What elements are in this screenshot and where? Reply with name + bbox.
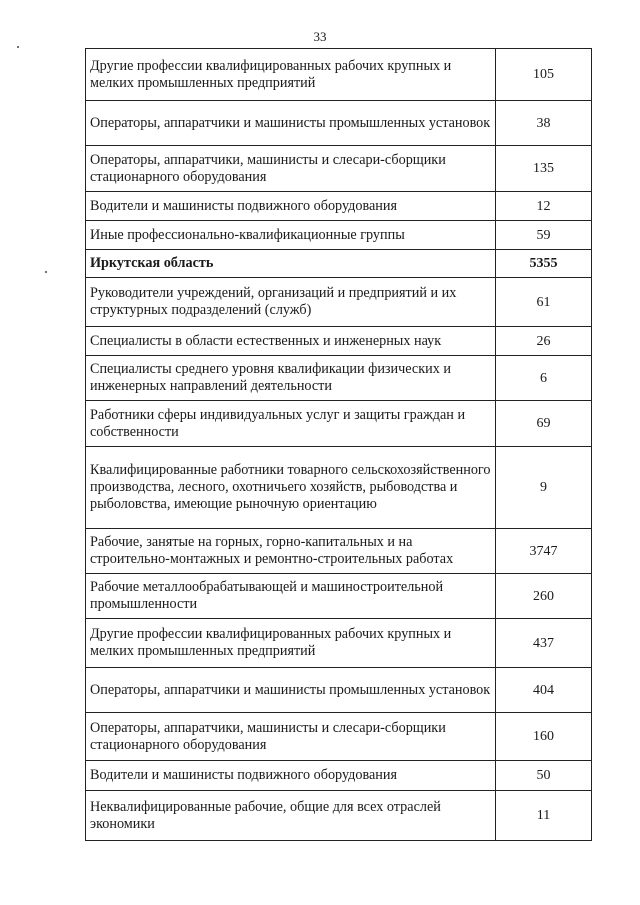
- row-value: 26: [496, 327, 592, 356]
- row-label: Неквалифицированные рабочие, общие для всех отраслей экономики: [86, 791, 496, 841]
- table-row: [86, 278, 592, 327]
- row-label: Руководители учреждений, организаций и предприятий и их структурных подразделений (служб): [86, 278, 496, 327]
- page-number: 33: [313, 29, 327, 44]
- table-row: [86, 447, 592, 529]
- table-row: [86, 101, 592, 146]
- row-label: Работники сферы индивидуальных услуг и защиты граждан и собственности: [86, 401, 496, 447]
- row-value: 6: [496, 356, 592, 401]
- row-value: 38: [496, 101, 592, 146]
- row-label: Водители и машинисты подвижного оборудования: [86, 761, 496, 791]
- row-value: 135: [496, 146, 592, 192]
- row-value: 3747: [496, 529, 592, 574]
- table-row: [86, 529, 592, 574]
- row-label: Водители и машинисты подвижного оборудования: [86, 192, 496, 221]
- row-value: 105: [496, 49, 592, 101]
- row-value: 12: [496, 192, 592, 221]
- row-value: 404: [496, 668, 592, 713]
- table-row: [86, 401, 592, 447]
- row-label: Другие профессии квалифицированных рабочих крупных и мелких промышленных предприятий: [86, 49, 496, 101]
- table-row: [86, 192, 592, 221]
- table-row: [86, 713, 592, 761]
- row-label: Другие профессии квалифицированных рабочих крупных и мелких промышленных предприятий: [86, 619, 496, 668]
- row-value: 160: [496, 713, 592, 761]
- row-value: 437: [496, 619, 592, 668]
- scan-speck: [45, 271, 47, 273]
- row-value: 9: [496, 447, 592, 529]
- row-value: 260: [496, 574, 592, 619]
- row-value: 59: [496, 221, 592, 250]
- scan-speck: [17, 46, 19, 48]
- row-label: Рабочие металлообрабатывающей и машиностроительной промышленности: [86, 574, 496, 619]
- row-label: Операторы, аппаратчики, машинисты и слесари-сборщики стационарного оборудования: [86, 146, 496, 192]
- table-row: [86, 250, 592, 278]
- table-row: [86, 761, 592, 791]
- table-row: [86, 146, 592, 192]
- row-label: Операторы, аппаратчики и машинисты промышленных установок: [86, 101, 496, 146]
- row-value: 11: [496, 791, 592, 841]
- table-row: [86, 668, 592, 713]
- row-label: Операторы, аппаратчики, машинисты и слесари-сборщики стационарного оборудования: [86, 713, 496, 761]
- row-value: 50: [496, 761, 592, 791]
- occupation-table: [85, 48, 592, 841]
- row-value: 69: [496, 401, 592, 447]
- table-body: [86, 49, 592, 841]
- row-value: 61: [496, 278, 592, 327]
- row-label: Специалисты в области естественных и инженерных наук: [86, 327, 496, 356]
- row-label: Иркутская область: [86, 250, 496, 278]
- table-row: [86, 221, 592, 250]
- row-label: Квалифицированные работники товарного сельскохозяйственного производства, лесного, охотничьего хозяйств, рыбоводства и рыболовства, имеющие рыночную ориентацию: [86, 447, 496, 529]
- table-row: [86, 574, 592, 619]
- table-row: [86, 49, 592, 101]
- row-value: 5355: [496, 250, 592, 278]
- table-row: [86, 791, 592, 841]
- row-label: Иные профессионально-квалификационные группы: [86, 221, 496, 250]
- table-row: [86, 327, 592, 356]
- table-row: [86, 619, 592, 668]
- row-label: Рабочие, занятые на горных, горно-капитальных и на строительно-монтажных и ремонтно-строительных работах: [86, 529, 496, 574]
- row-label: Операторы, аппаратчики и машинисты промышленных установок: [86, 668, 496, 713]
- table-row: [86, 356, 592, 401]
- row-label: Специалисты среднего уровня квалификации физических и инженерных направлений деятельности: [86, 356, 496, 401]
